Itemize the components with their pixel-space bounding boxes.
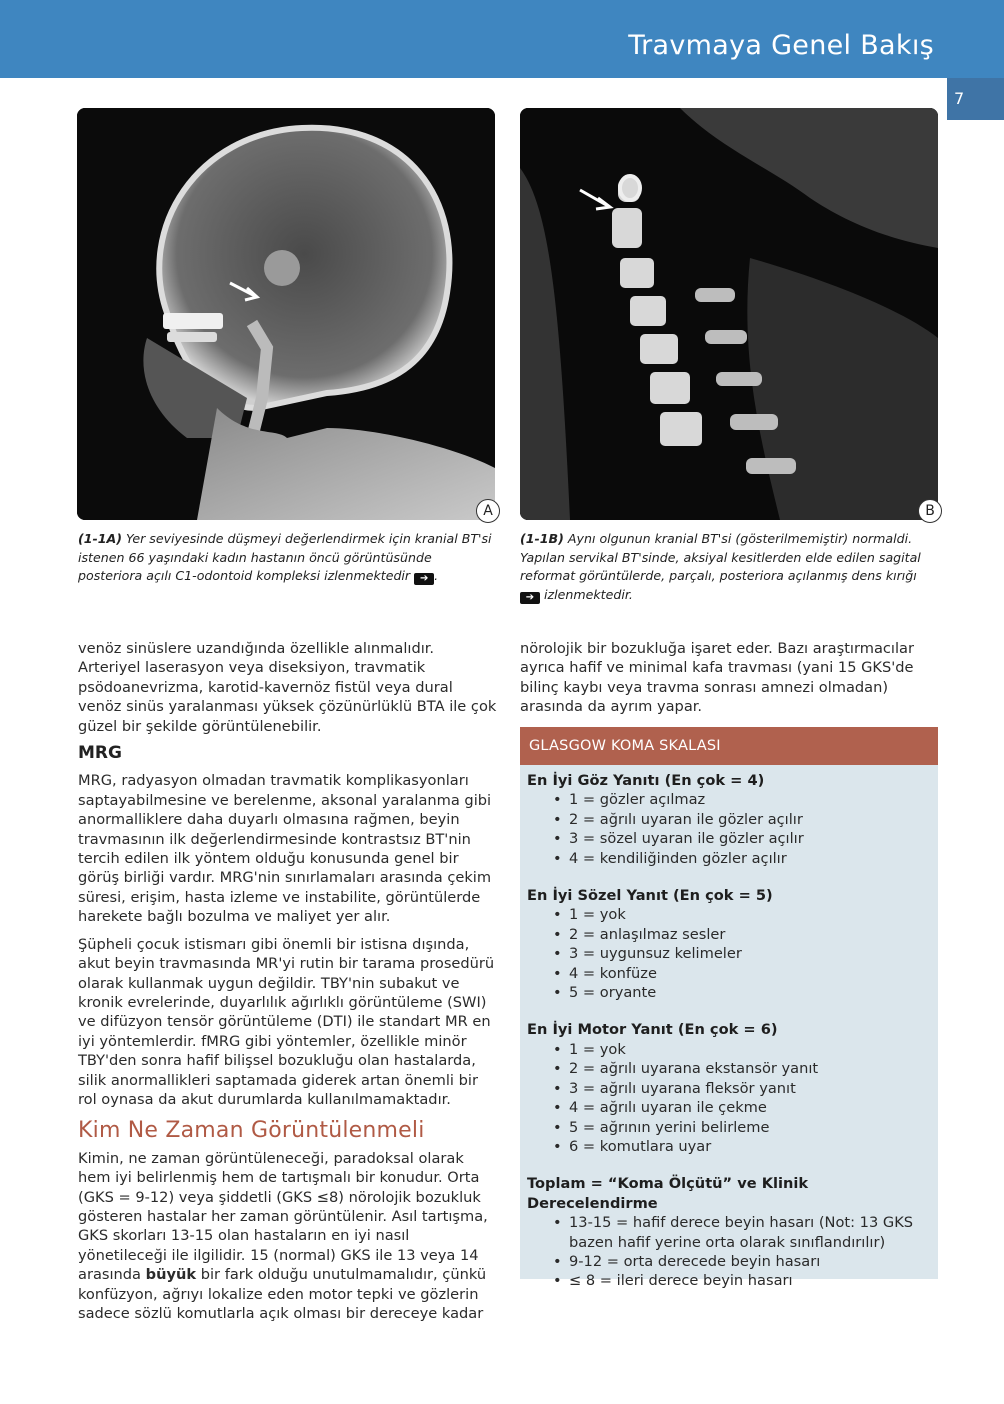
list-item: • 3 = sözel uyaran ile gözler açılır [553,829,930,848]
gcs-header: GLASGOW KOMA SKALASI [520,727,938,765]
paragraph: nörolojik bir bozukluğa işaret eder. Bazı araştırmacılar ayrıca hafif ve minimal kafa travması (yani 15 GKS'de bilinç kaybı veya travma sonrası amnezi olmadan) arasında da ayrım yapar. [520,640,914,716]
gcs-group-title: En İyi Motor Yanıt (En çok = 6) [527,1021,778,1039]
gcs-list [527,790,930,868]
list-item: • 3 = uygunsuz kelimeler [553,944,930,963]
list-item: • 5 = ağrının yerini belirleme [553,1118,930,1137]
list-item: • 2 = ağrılı uyaran ile gözler açılır [553,810,930,829]
caption-a-text: Yer seviyesinde düşmeyi değerlendirmek için kranial BT'si istenen 66 yaşındaki kadın hastanın öncü görüntüsünde posteriora açılı C1-odontoid kompleksi izlenmektedir [78,531,492,583]
heading-mrg: MRG [78,743,122,764]
figure-b-ct-image [520,108,938,520]
gcs-group-title: Toplam = “Koma Ölçütü” ve Klinik Derecelendirme [527,1175,809,1212]
gcs-group-total [527,1174,930,1290]
list-item: • 6 = komutlara uyar [553,1137,930,1156]
gcs-group-eye [527,771,930,868]
gcs-group-title: En İyi Göz Yanıtı (En çok = 4) [527,772,765,789]
gcs-group-title: En İyi Sözel Yanıt (En çok = 5) [527,887,773,905]
figure-b-caption [520,530,940,604]
paragraph: Şüpheli çocuk istismarı gibi önemli bir istisna dışında, akut beyin travmasında MR'yi rutin bir tarama prosedürü olarak kullanmak uygun değildir. TBY'nin subakut ve kronik evrelerinde, duyarlılık ağırlıklı görüntüleme (SWI) ve difüzyon tensör görüntüleme (DTI) ile standart MR en iyi yöntemlerdir. fMRG gibi yöntemler, özellikle minör TBY'den sonra hafif bilişsel bozukluğu olan hastalarda, silik anormallikleri saptamada giderek artan önemli bir rol oynasa da akut durumlarda kullanılmamaktadır. [78,935,495,1108]
figure-letter-b: B [918,499,942,523]
list-item: • 5 = oryante [553,983,930,1002]
list-item: • 2 = anlaşılmaz sesler [553,925,930,944]
list-item: • 1 = gözler açılmaz [553,790,930,809]
caption-b-end: izlenmektedir. [544,586,633,602]
figure-a-scout-image [77,108,495,520]
chapter-title: Travmaya Genel Bakış [628,30,934,61]
gcs-group-verbal [527,886,930,1002]
paragraph-text: bir fark olduğu unutulmamalıdır, çünkü konfüzyon, ağrıyı lokalize eden motor tepki ve gözlerin sadece sözlü komutlarla açık olması bir dereceye kadar [78,1266,487,1322]
gcs-group-motor [527,1020,930,1156]
arrow-icon: ➔ [414,573,434,585]
figure-letter-a: A [476,499,500,523]
list-item: • 3 = ağrılı uyarana fleksör yanıt [553,1079,930,1098]
gcs-body [520,765,938,1291]
paragraph [78,1149,498,1324]
list-item: • ≤ 8 = ileri derece beyin hasarı [553,1271,930,1290]
emphasis-text: büyük [145,1266,197,1284]
caption-b-label: (1-1B) [520,531,564,546]
caption-b-text: Aynı olgunun kranial BT'si (gösterilmemiştir) normaldi. Yapılan servikal BT'sinde, aksiyal kesitlerden elde edilen sagital reformat görüntülerde, parçalı, posteriora açılanmış dens kırığı [520,531,921,583]
header-bar [0,0,1004,78]
gcs-list [527,1213,930,1291]
page-number: 7 [954,89,965,108]
paragraph-text: Kimin, ne zaman görüntüleneceği, paradoksal olarak hem iyi belirlenmiş hem de tartışmalı bir konudur. Orta (GKS = 9-12) veya şiddetli (GKS ≤8) nörolojik bozukluk gösteren hastalar her zaman görüntülenir. Asıl tartışma, GKS skorları 13-15 olan hastaların en iyi nasıl yönetileceği ile ilgilidir. 15 (normal) GKS ile 13 veya 14 arasında [78,1149,488,1284]
list-item: • 1 = yok [553,905,930,924]
list-item: • 4 = kendiliğinden gözler açılır [553,849,930,868]
paragraph: MRG, radyasyon olmadan travmatik komplikasyonları saptayabilmesine ve berelenme, aksonal yaralanma gibi anormalliklere daha duyarlı olmasına rağmen, beyin travmasının ilk değerlendirmesinde kontrastsız BT'nin tercih edilen ilk yöntem olduğu konusunda genel bir görüş birliği vardır. MRG'nin sınırlamaları arasında çekim süresi, erişim, hasta izleme ve instabilite, görüntülerde harekete bağlı bozulma ve maliyet yer alır. [78,772,492,926]
gcs-box [520,727,938,1290]
left-text-column [78,639,498,1331]
list-item: • 9-12 = orta derecede beyin hasarı [553,1252,930,1271]
figure-a-caption [78,530,498,586]
gcs-list [527,1040,930,1156]
page-number-tab [947,78,1004,120]
right-text-column [520,639,938,725]
list-item: • 4 = ağrılı uyaran ile çekme [553,1098,930,1117]
list-item: • 2 = ağrılı uyarana ekstansör yanıt [553,1059,930,1078]
arrow-icon: ➔ [520,592,540,604]
list-item: • 13-15 = hafif derece beyin hasarı (Not: 13 GKS bazen hafif yerine orta olarak sınıflandırılır) [553,1213,930,1252]
caption-a-label: (1-1A) [78,531,123,546]
gcs-list [527,905,930,1002]
paragraph: venöz sinüslere uzandığında özellikle alınmalıdır. Arteriyel laserasyon veya diseksiyon, travmatik psödoanevrizma, karotid-kavernöz fistül veya dural venöz sinüs yaralanması yüksek çözünürlüklü BTA ile çok güzel bir şekilde görüntülenebilir. [78,640,497,735]
list-item: • 4 = konfüze [553,964,930,983]
caption-a-end: . [434,568,439,583]
list-item: • 1 = yok [553,1040,930,1059]
section-heading: Kim Ne Zaman Görüntülenmeli [78,1118,425,1144]
